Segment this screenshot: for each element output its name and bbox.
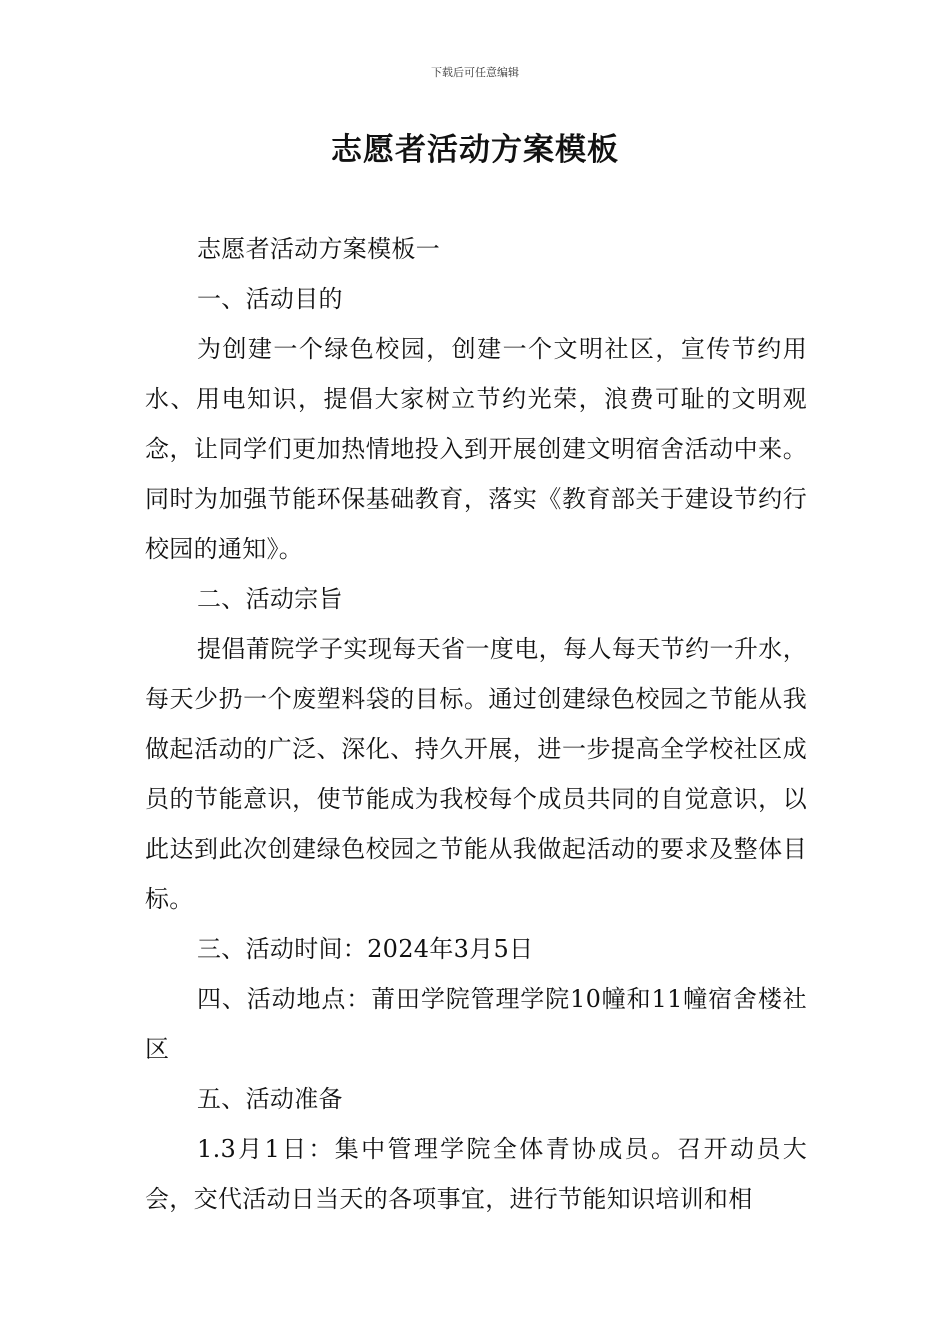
paragraph-section-5-heading: 五、活动准备 xyxy=(197,1085,343,1113)
paragraph-section-2-heading: 二、活动宗旨 xyxy=(197,585,343,613)
paragraph-aim: 提倡莆院学子实现每天省一度电，每人每天节约一升水，每天少扔一个废塑料袋的目标。通过创建绿色校园之节能从我做起活动的广泛、深化、持久开展，进一步提高全学校社区成员的节能意识，使节能成为我校每个成员共同的自觉意识，以此达到此次创建绿色校园之节能从我做起活动的要求及整体目标。 xyxy=(145,635,807,913)
paragraph-purpose: 为创建一个绿色校园，创建一个文明社区，宣传节约用水、用电知识，提倡大家树立节约光荣，浪费可耻的文明观念，让同学们更加热情地投入到开展创建文明宿舍活动中来。同时为加强节能环保基础教育，落实《教育部关于建设节约行校园的通知》。 xyxy=(145,335,807,563)
document-title: 志愿者活动方案模板 xyxy=(331,132,619,168)
document-body xyxy=(145,224,807,1224)
header-note: 下载后可任意编辑 xyxy=(431,66,519,79)
paragraph-section-1-heading: 一、活动目的 xyxy=(197,285,343,313)
paragraph-time: 三、活动时间：2024年3月5日 xyxy=(197,935,534,963)
paragraph-template-heading: 志愿者活动方案模板一 xyxy=(197,235,440,263)
paragraph-preparation-1: 1.3月1日：集中管理学院全体青协成员。召开动员大会，交代活动日当天的各项事宜，进行节能知识培训和相 xyxy=(145,1135,807,1213)
paragraph-location: 四、活动地点：莆田学院管理学院10幢和11幢宿舍楼社区 xyxy=(145,985,807,1063)
